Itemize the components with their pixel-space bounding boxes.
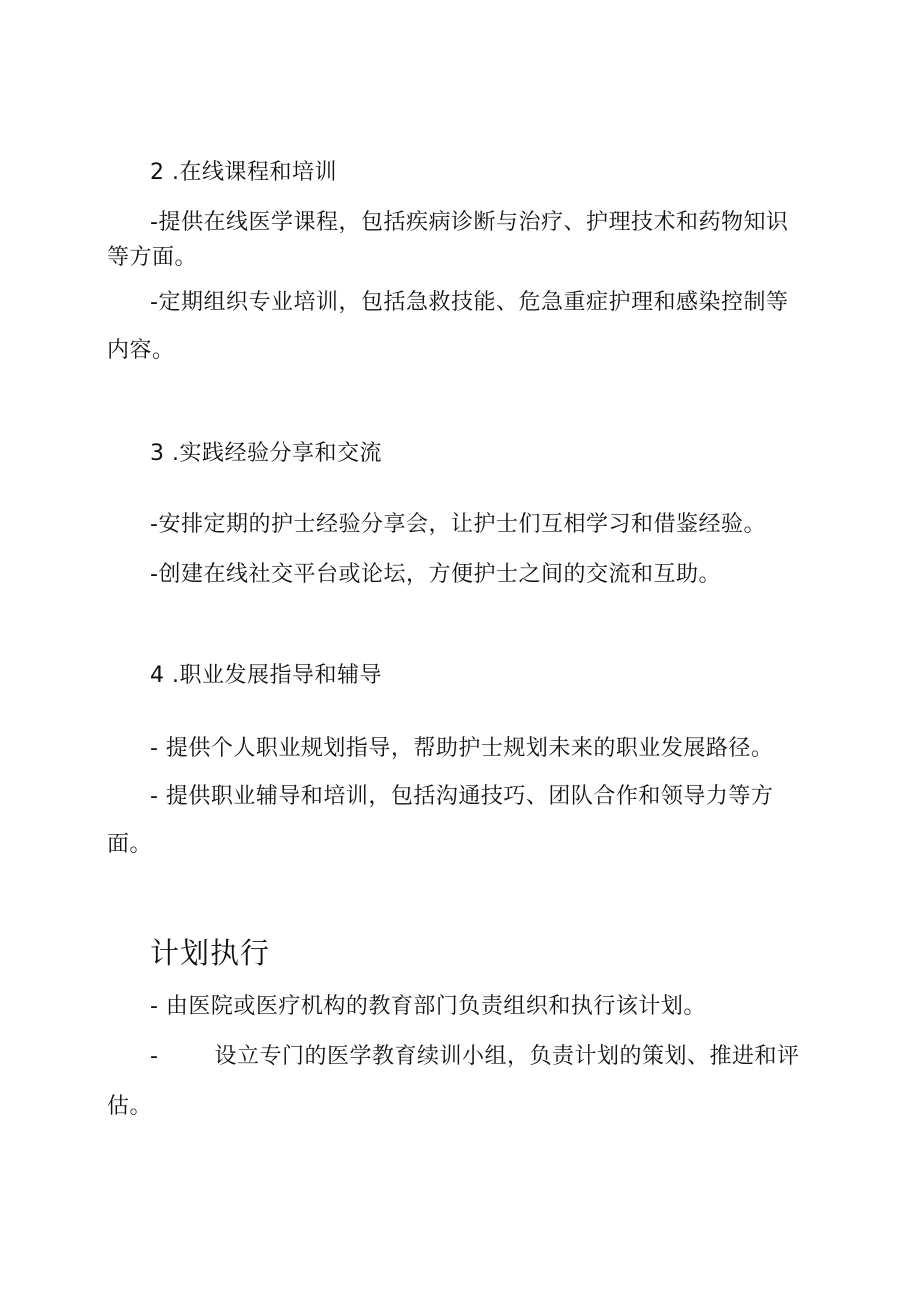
section-4-item-1: - 提供个人职业规划指导，帮助护士规划未来的职业发展路径。 — [150, 736, 774, 761]
section-4-heading: 4 .职业发展指导和辅导 — [150, 663, 382, 688]
section-2-heading: 2 .在线课程和培训 — [150, 160, 337, 185]
execution-title: 计划执行 — [150, 936, 271, 970]
section-2-item-1: -提供在线医学课程，包括疾病诊断与治疗、护理技术和药物知识 — [150, 210, 789, 235]
execution-item-1: - 由医院或医疗机构的教育部门负责组织和执行该计划。 — [150, 994, 706, 1019]
section-2-item-1-cont: 等方面。 — [107, 245, 198, 270]
section-4-item-2-cont: 面。 — [107, 832, 153, 857]
section-2-item-2: -定期组织专业培训，包括急救技能、危急重症护理和感染控制等 — [150, 290, 789, 315]
section-3-item-2: -创建在线社交平台或论坛，方便护士之间的交流和互助。 — [150, 562, 721, 587]
section-4-item-2: - 提供职业辅导和培训，包括沟通技巧、团队合作和领导力等方 — [150, 784, 774, 809]
execution-item-2-cont: 估。 — [107, 1094, 153, 1119]
execution-item-2 — [150, 1043, 799, 1071]
section-3-item-1: -安排定期的护士经验分享会，让护士们互相学习和借鉴经验。 — [150, 512, 766, 537]
section-3-heading: 3 .实践经验分享和交流 — [150, 441, 382, 466]
section-2-item-2-cont: 内容。 — [107, 338, 175, 363]
execution-item-2-dash: - — [150, 1044, 159, 1069]
execution-item-2-text: 设立专门的医学教育续训小组，负责计划的策划、推进和评 — [214, 1044, 800, 1069]
